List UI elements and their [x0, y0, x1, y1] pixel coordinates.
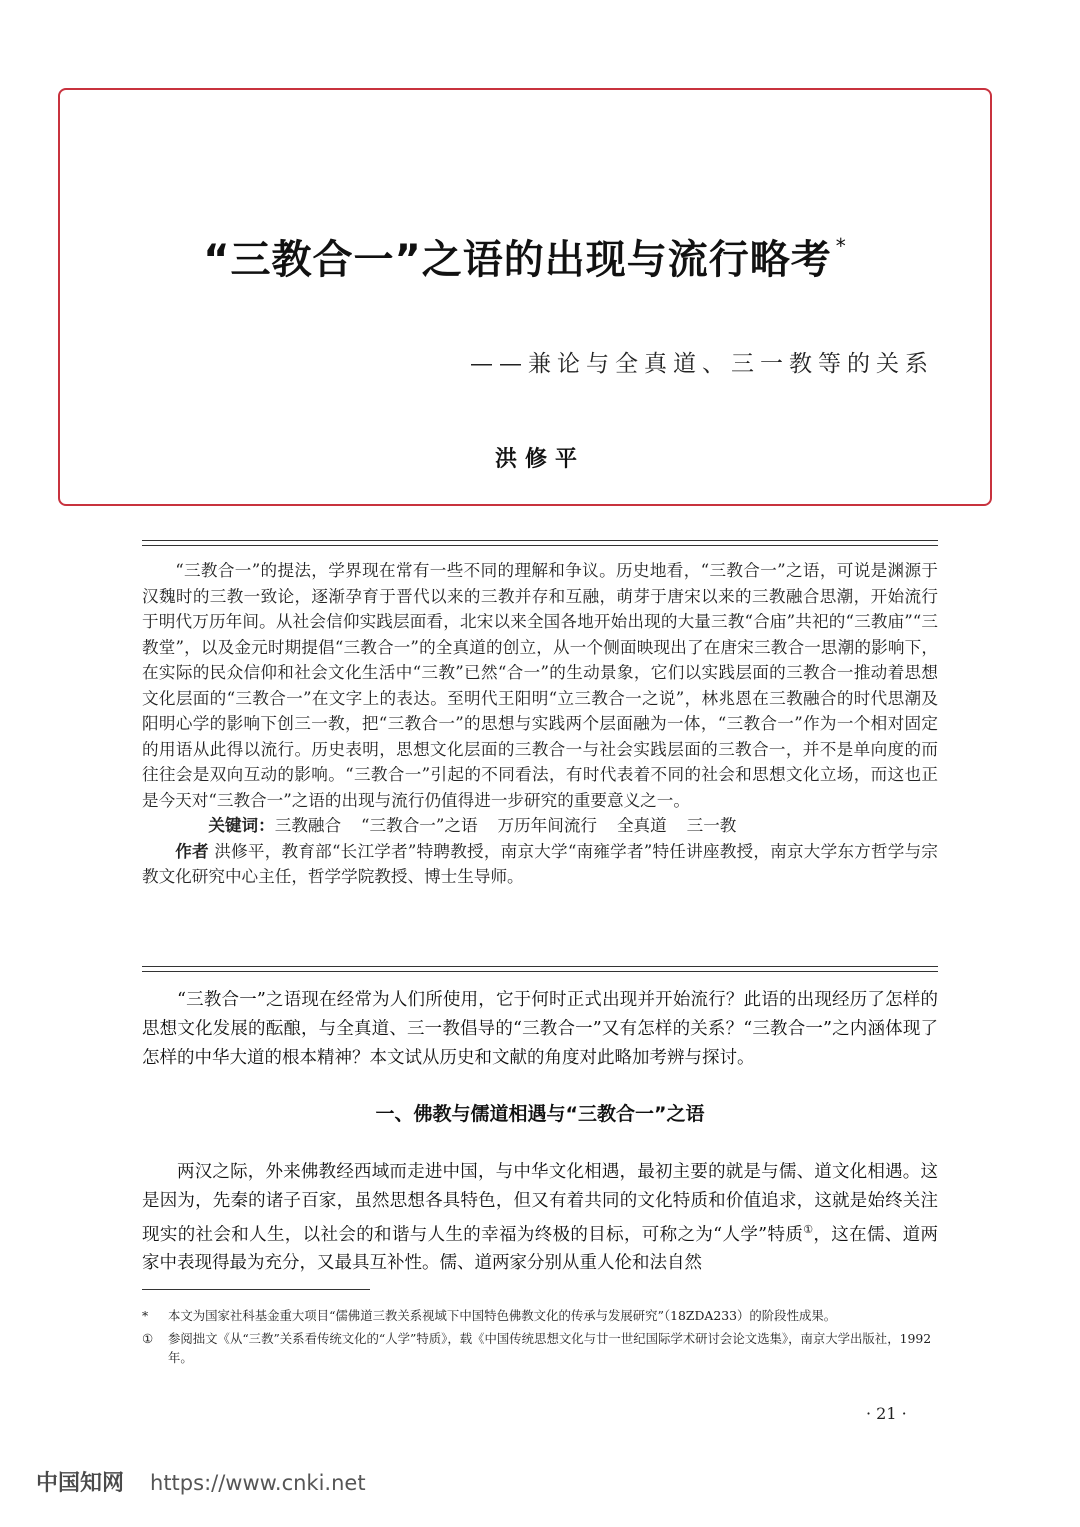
- keyword: 三一教: [686, 816, 737, 835]
- article-subtitle: ——兼论与全真道、三一教等的关系: [470, 351, 934, 377]
- footnote-rule: [142, 1289, 370, 1290]
- keyword: “三教合一”之语: [361, 816, 478, 835]
- title-text: “三教合一”之语的出现与流行略考: [203, 237, 832, 283]
- footnote-item: [142, 1329, 942, 1367]
- section-heading: 一、佛教与儒道相遇与“三教合一”之语: [375, 1103, 705, 1125]
- body-paragraph: [142, 1158, 938, 1278]
- abstract-top-rule: [142, 540, 938, 541]
- abstract-text: “三教合一”的提法，学界现在常有一些不同的理解和争议。历史地看，“三教合一”之语，可说是渊源于汉魏时的三教一致论，逐渐孕育于晋代以来的三教并存和互融，萌芽于唐宋以来的三教融合思潮，开始流行于明代万历年间。从社会信仰实践层面看，北宋以来全国各地开始出现的大量三教“合庙”共祀的“三教庙”“三教堂”，以及金元时期提倡“三教合一”的全真道的创立，从一个侧面映现出了在唐宋三教合一思潮的影响下，在实际的民众信仰和社会文化生活中“三教”已然“合一”的生动景象，它们以实践层面的三教合一推动着思想文化层面的“三教合一”在文字上的表达。至明代王阳明“立三教合一之说”，林兆恩在三教融合的时代思潮及阳明心学的影响下创三一教，把“三教合一”的思想与实践两个层面融为一体，“三教合一”作为一个相对固定的用语从此得以流行。历史表明，思想文化层面的三教合一与社会实践层面的三教合一，并不是单向度的而往往会是双向互动的影响。“三教合一”引起的不同看法，有时代表着不同的社会和思想文化立场，而这也正是今天对“三教合一”之语的出现与流行仍值得进一步研究的重要意义之一。: [142, 561, 938, 810]
- keyword: 三教融合: [274, 816, 342, 835]
- footnote-mark: *: [142, 1308, 149, 1323]
- watermark-url: https://www.cnki.net: [150, 1471, 366, 1495]
- abstract-bottom-rule-inner: [142, 971, 938, 972]
- keyword: 万历年间流行: [497, 816, 598, 835]
- page-number: · 21 ·: [866, 1404, 907, 1423]
- footnote-ref[interactable]: ①: [803, 1222, 814, 1236]
- keywords-label: 关键词：: [208, 816, 275, 835]
- footnote-mark: ①: [142, 1331, 154, 1346]
- abstract-top-rule-inner: [142, 545, 938, 546]
- article-author: 洪修平: [494, 446, 585, 472]
- article-title: [0, 228, 1050, 285]
- keyword: 全真道: [616, 816, 667, 835]
- title-footnote-marker: *: [835, 233, 847, 258]
- author-info-line: [142, 839, 938, 890]
- body-text-after-note: ，这在儒、道两家中表现得最为充分，又最具互补性。儒、道两家分别从重人伦和法自然: [142, 1224, 939, 1274]
- watermark-brand: 中国知网: [36, 1471, 125, 1496]
- footnote-text: 本文为国家社科基金重大项目“儒佛道三教关系视域下中国特色佛教文化的传承与发展研究”（18ZDA233）的阶段性成果。: [168, 1308, 837, 1323]
- intro-paragraph: “三教合一”之语现在经常为人们所使用，它于何时正式出现并开始流行？此语的出现经历了怎样的思想文化发展的酝酿，与全真道、三一教倡导的“三教合一”又有怎样的关系？“三教合一”之内涵体现了怎样的中华大道的根本精神？本文试从历史和文献的角度对此略加考辨与探讨。: [142, 990, 938, 1068]
- author-info-text: 洪修平，教育部“长江学者”特聘教授，南京大学“南雍学者”特任讲座教授，南京大学东方哲学与宗教文化研究中心主任，哲学学院教授、博士生导师。: [142, 841, 939, 886]
- keywords-line: [142, 813, 938, 839]
- abstract-block: [142, 558, 938, 890]
- footnote-item: [142, 1306, 942, 1325]
- body-text-before-note: 两汉之际，外来佛教经西域而走进中国，与中华文化相遇，最初主要的就是与儒、道文化相遇。这是因为，先秦的诸子百家，虽然思想各具特色，但又有着共同的文化特质和价值追求，这就是始终关注现实的社会和人生，以社会的和谐与人生的幸福为终极的目标，可称之为“人学”特质: [142, 1162, 938, 1245]
- abstract-bottom-rule: [142, 966, 938, 967]
- footnote-text: 参阅拙文《从“三教”关系看传统文化的“人学”特质》，载《中国传统思想文化与廿一世纪国际学术研讨会论文选集》，南京大学出版社，1992 年。: [168, 1331, 932, 1365]
- body-block: [142, 1158, 938, 1278]
- footnotes: [142, 1306, 942, 1371]
- intro-block: [142, 986, 938, 1073]
- cnki-watermark: [36, 1466, 366, 1497]
- author-info-label: 作者: [175, 841, 209, 861]
